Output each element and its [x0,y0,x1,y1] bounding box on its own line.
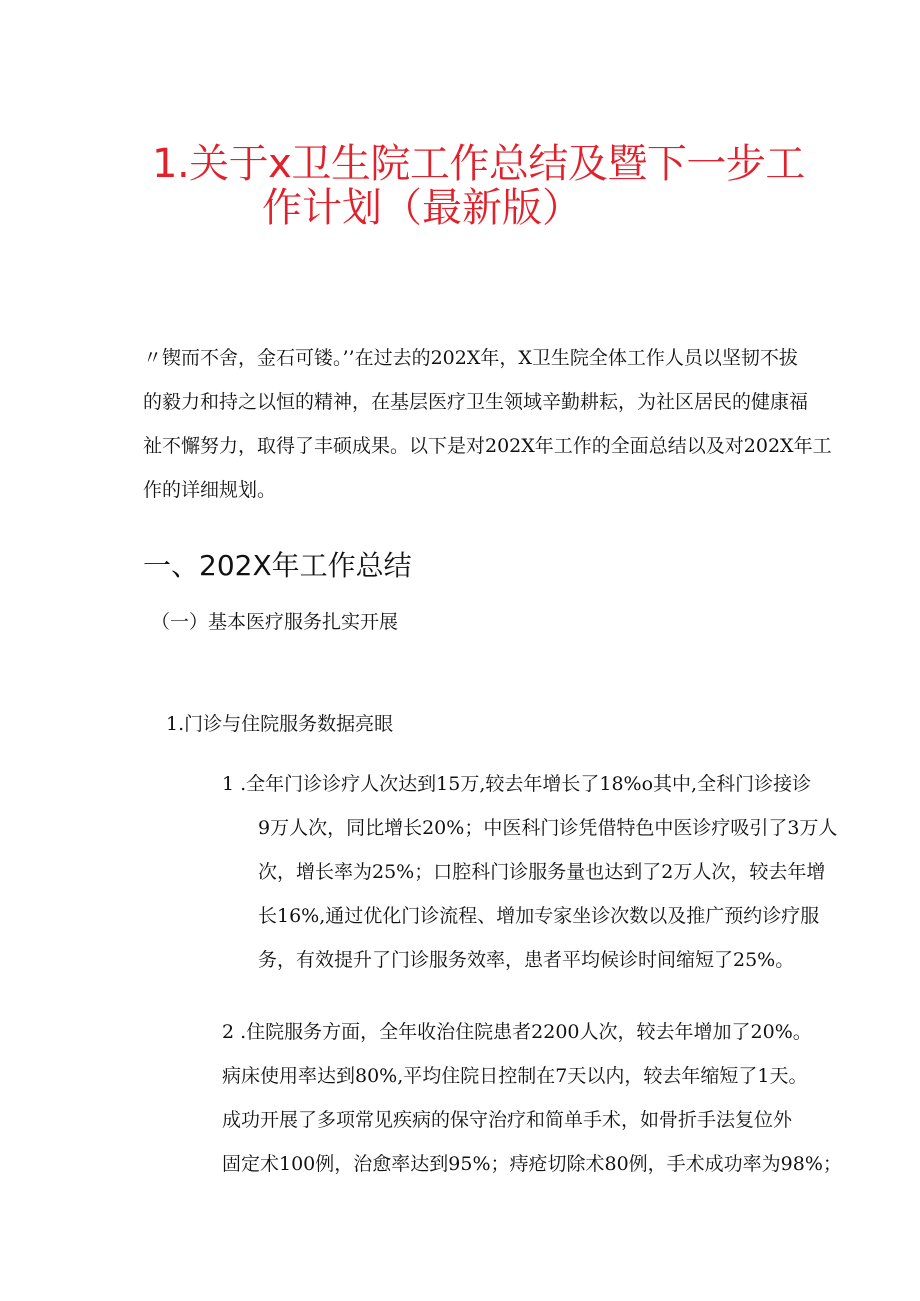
list-item-line: 务，有效提升了门诊服务效率，患者平均候诊时间缩短了25%。 [258,949,795,971]
list-item-line: 成功开展了多项常见疾病的保守治疗和简单手术，如骨折手法复位外 [222,1109,793,1131]
subsection-heading: （一）基本医疗服务扎实开展 [151,611,399,633]
intro-line: 作的详细规划。 [143,479,277,501]
list-item-line: 长16%,通过优化门诊流程、增加专家坐诊次数以及推广预约诊疗服 [258,905,820,927]
document-title-line-2: 作计划（最新版） [262,185,582,231]
section-heading: 一、202X年工作总结 [143,549,412,582]
list-item-line: 9万人次，同比增长20%；中医科门诊凭借特色中医诊疗吸引了3万人 [258,817,838,839]
list-item-2 [222,1010,842,1186]
intro-line: 的毅力和持之以恒的精神，在基层医疗卫生领域辛勤耕耘，为社区居民的健康福 [143,391,809,413]
point-heading: 1.门诊与住院服务数据亮眼 [166,713,394,735]
intro-paragraph [143,336,832,512]
intro-line: 〃锲而不舍，金石可镂。’’在过去的202X年，X卫生院全体工作人员以坚韧不拔 [143,347,798,369]
document-title-line-1: 1.关于x卫生院工作总结及暨下一步工 [152,141,805,187]
intro-line: 祉不懈努力，取得了丰硕成果。以下是对202X年工作的全面总结以及对202X年工 [143,435,832,457]
list-item-line: 固定术100例，治愈率达到95%；痔疮切除术80例，手术成功率为98%； [222,1153,842,1175]
list-item-line: 次，增长率为25%；口腔科门诊服务量也达到了2万人次，较去年增 [258,861,826,883]
list-item-1 [222,762,837,982]
list-item-line: 1 .全年门诊诊疗人次达到15万,较去年增长了18%o其中,全科门诊接诊 [222,773,812,795]
list-item-line: 2 .住院服务方面，全年收治住院患者2200人次，较去年增加了20%。 [222,1021,812,1043]
list-item-line: 病床使用率达到80%,平均住院日控制在7天以内，较去年缩短了1天。 [222,1065,808,1087]
